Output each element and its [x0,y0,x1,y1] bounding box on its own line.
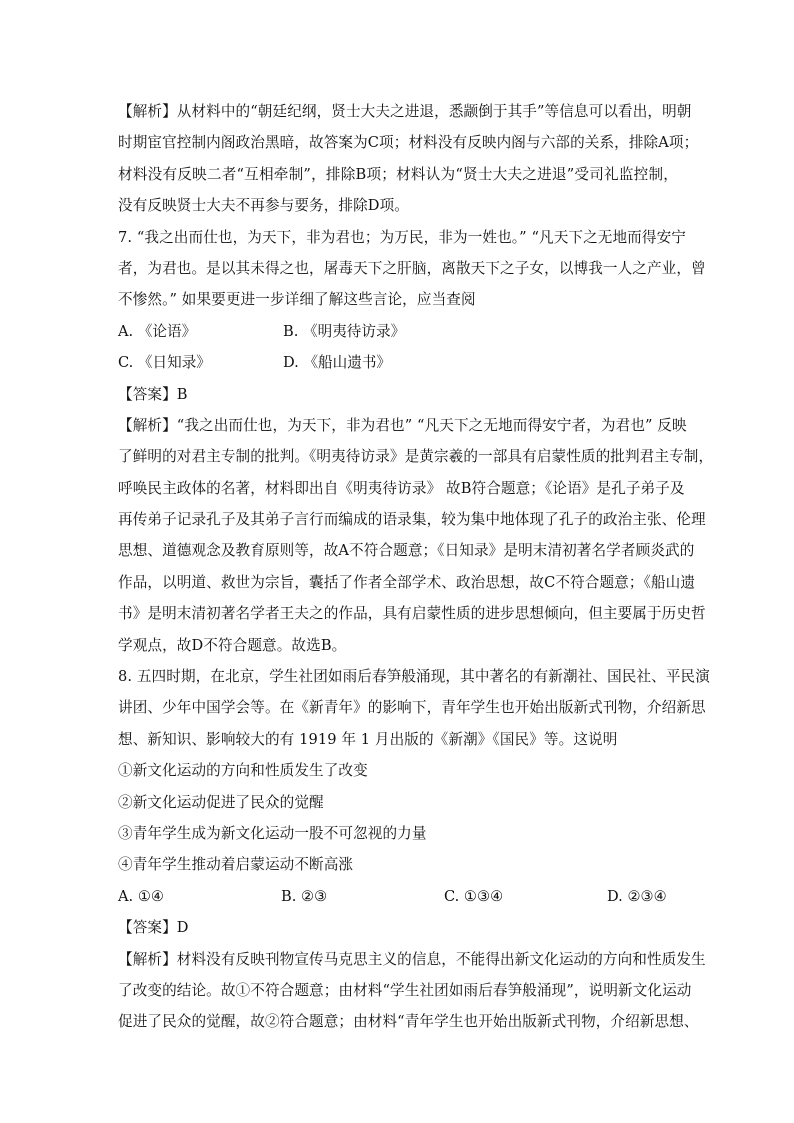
q8-options-row [118,881,678,912]
q7-analysis-line: 【解析】“我之出而仕也，为天下，非为君也” “凡天下之无地而得安宁者，为君也” 反映 [118,416,687,434]
q8-analysis-line: 了改变的结论。故①不符合题意；由材料“学生社团如雨后春笋般涌现”，说明新文化运动 [118,981,692,999]
q6-analysis-line: 时期宦官控制内阁政治黑暗，故答案为C项；材料没有反映内阁与六部的关系，排除A项； [118,134,699,152]
q6-analysis-line: 没有反映贤士大夫不再参与要务，排除D项。 [118,197,409,215]
q7-option-d: D. 《船山遗书》 [283,354,392,372]
q7-analysis-line: 作品，以明道、救世为宗旨，囊括了作者全部学术、政治思想，故C不符合题意；《船山遗 [118,573,696,591]
q8-option-c: C. ①③④ [444,887,504,905]
q6-analysis [118,96,699,222]
q7-option-a: A. 《论语》 [118,322,197,340]
q7-analysis-line: 再传弟子记录孔子及其弟子言行而编成的语录集，较为集中地体现了孔子的政治主张、伦理 [118,511,706,529]
q8-statement-4: ④青年学生推动着启蒙运动不断高涨 [118,856,354,874]
question-8 [118,661,710,1038]
q8-stem-line: 8. 五四时期，在北京，学生社团如雨后春笋般涌现，其中著名的有新潮社、国民社、平民演 [118,668,710,686]
q6-analysis-line: 材料没有反映二者“互相牵制”，排除B项；材料认为“贤士大夫之进退”受司礼监控制， [118,165,678,183]
q8-option-a: A. ①④ [118,887,164,905]
q8-option-d: D. ②③④ [607,887,667,905]
q8-statement-2: ②新文化运动促进了民众的觉醒 [118,793,324,811]
q7-options-row-1 [118,316,678,347]
q7-analysis-line: 思想、道德观念及教育原则等，故A不符合题意；《日知录》是明末清初著名学者顾炎武的 [118,542,695,560]
q8-analysis-line: 【解析】材料没有反映刊物宣传马克思主义的信息，不能得出新文化运动的方向和性质发生 [118,950,706,968]
q7-analysis-line: 呼唤民主政体的名著，材料即出自《明夷待访录》 故B符合题意；《论语》是孔子弟子及 [118,479,685,497]
q8-statement-3: ③青年学生成为新文化运动一股不可忽视的力量 [118,824,427,842]
q7-analysis-line: 学观点，故D不符合题意。故选B。 [118,636,347,654]
q6-analysis-line: 【解析】从材料中的“朝廷纪纲，贤士大夫之进退，悉颛倒于其手”等信息可以看出，明朝 [118,103,692,120]
q8-answer: 【答案】D [118,919,189,937]
q8-analysis-line: 促进了民众的觉醒，故②符合题意；由材料“青年学生也开始出版新式刊物，介绍新思想、 [118,1013,699,1031]
q7-stem-line: 不惨然。” 如果要更进一步详细了解这些言论，应当查阅 [118,291,476,309]
q7-stem-line: 者，为君也。是以其未得之也，屠毒天下之肝脑，离散天下之子女，以博我一人之产业，曾 [118,259,706,277]
document-page [118,96,714,1038]
q8-option-b: B. ②③ [281,887,328,905]
q7-options-row-2 [118,347,678,378]
q8-statement-1: ①新文化运动的方向和性质发生了改变 [118,762,368,780]
q7-answer: 【答案】B [118,385,188,403]
q7-analysis-line: 了鲜明的对君主专制的批判。《明夷待访录》是黄宗羲的一部具有启蒙性质的批判君主专制， [118,448,714,466]
q7-option-c: C. 《日知录》 [118,354,211,372]
q8-stem-line: 讲团、少年中国学会等。在《新青年》的影响下，青年学生也开始出版新式刊物，介绍新思 [118,699,706,717]
q7-analysis-line: 书》是明末清初著名学者王夫之的作品，具有启蒙性质的进步思想倾向，但主要属于历史哲 [118,605,706,623]
q7-option-b: B. 《明夷待访录》 [283,322,406,340]
q8-stem-line: 想、新知识、影响较大的有 1919 年 1 月出版的《新潮》《国民》等。这说明 [118,730,618,748]
question-7 [118,222,714,661]
q7-stem-line: 7. “我之出而仕也，为天下，非为君也；为万民，非为一姓也。” “凡天下之无地而得安宁 [118,228,686,246]
